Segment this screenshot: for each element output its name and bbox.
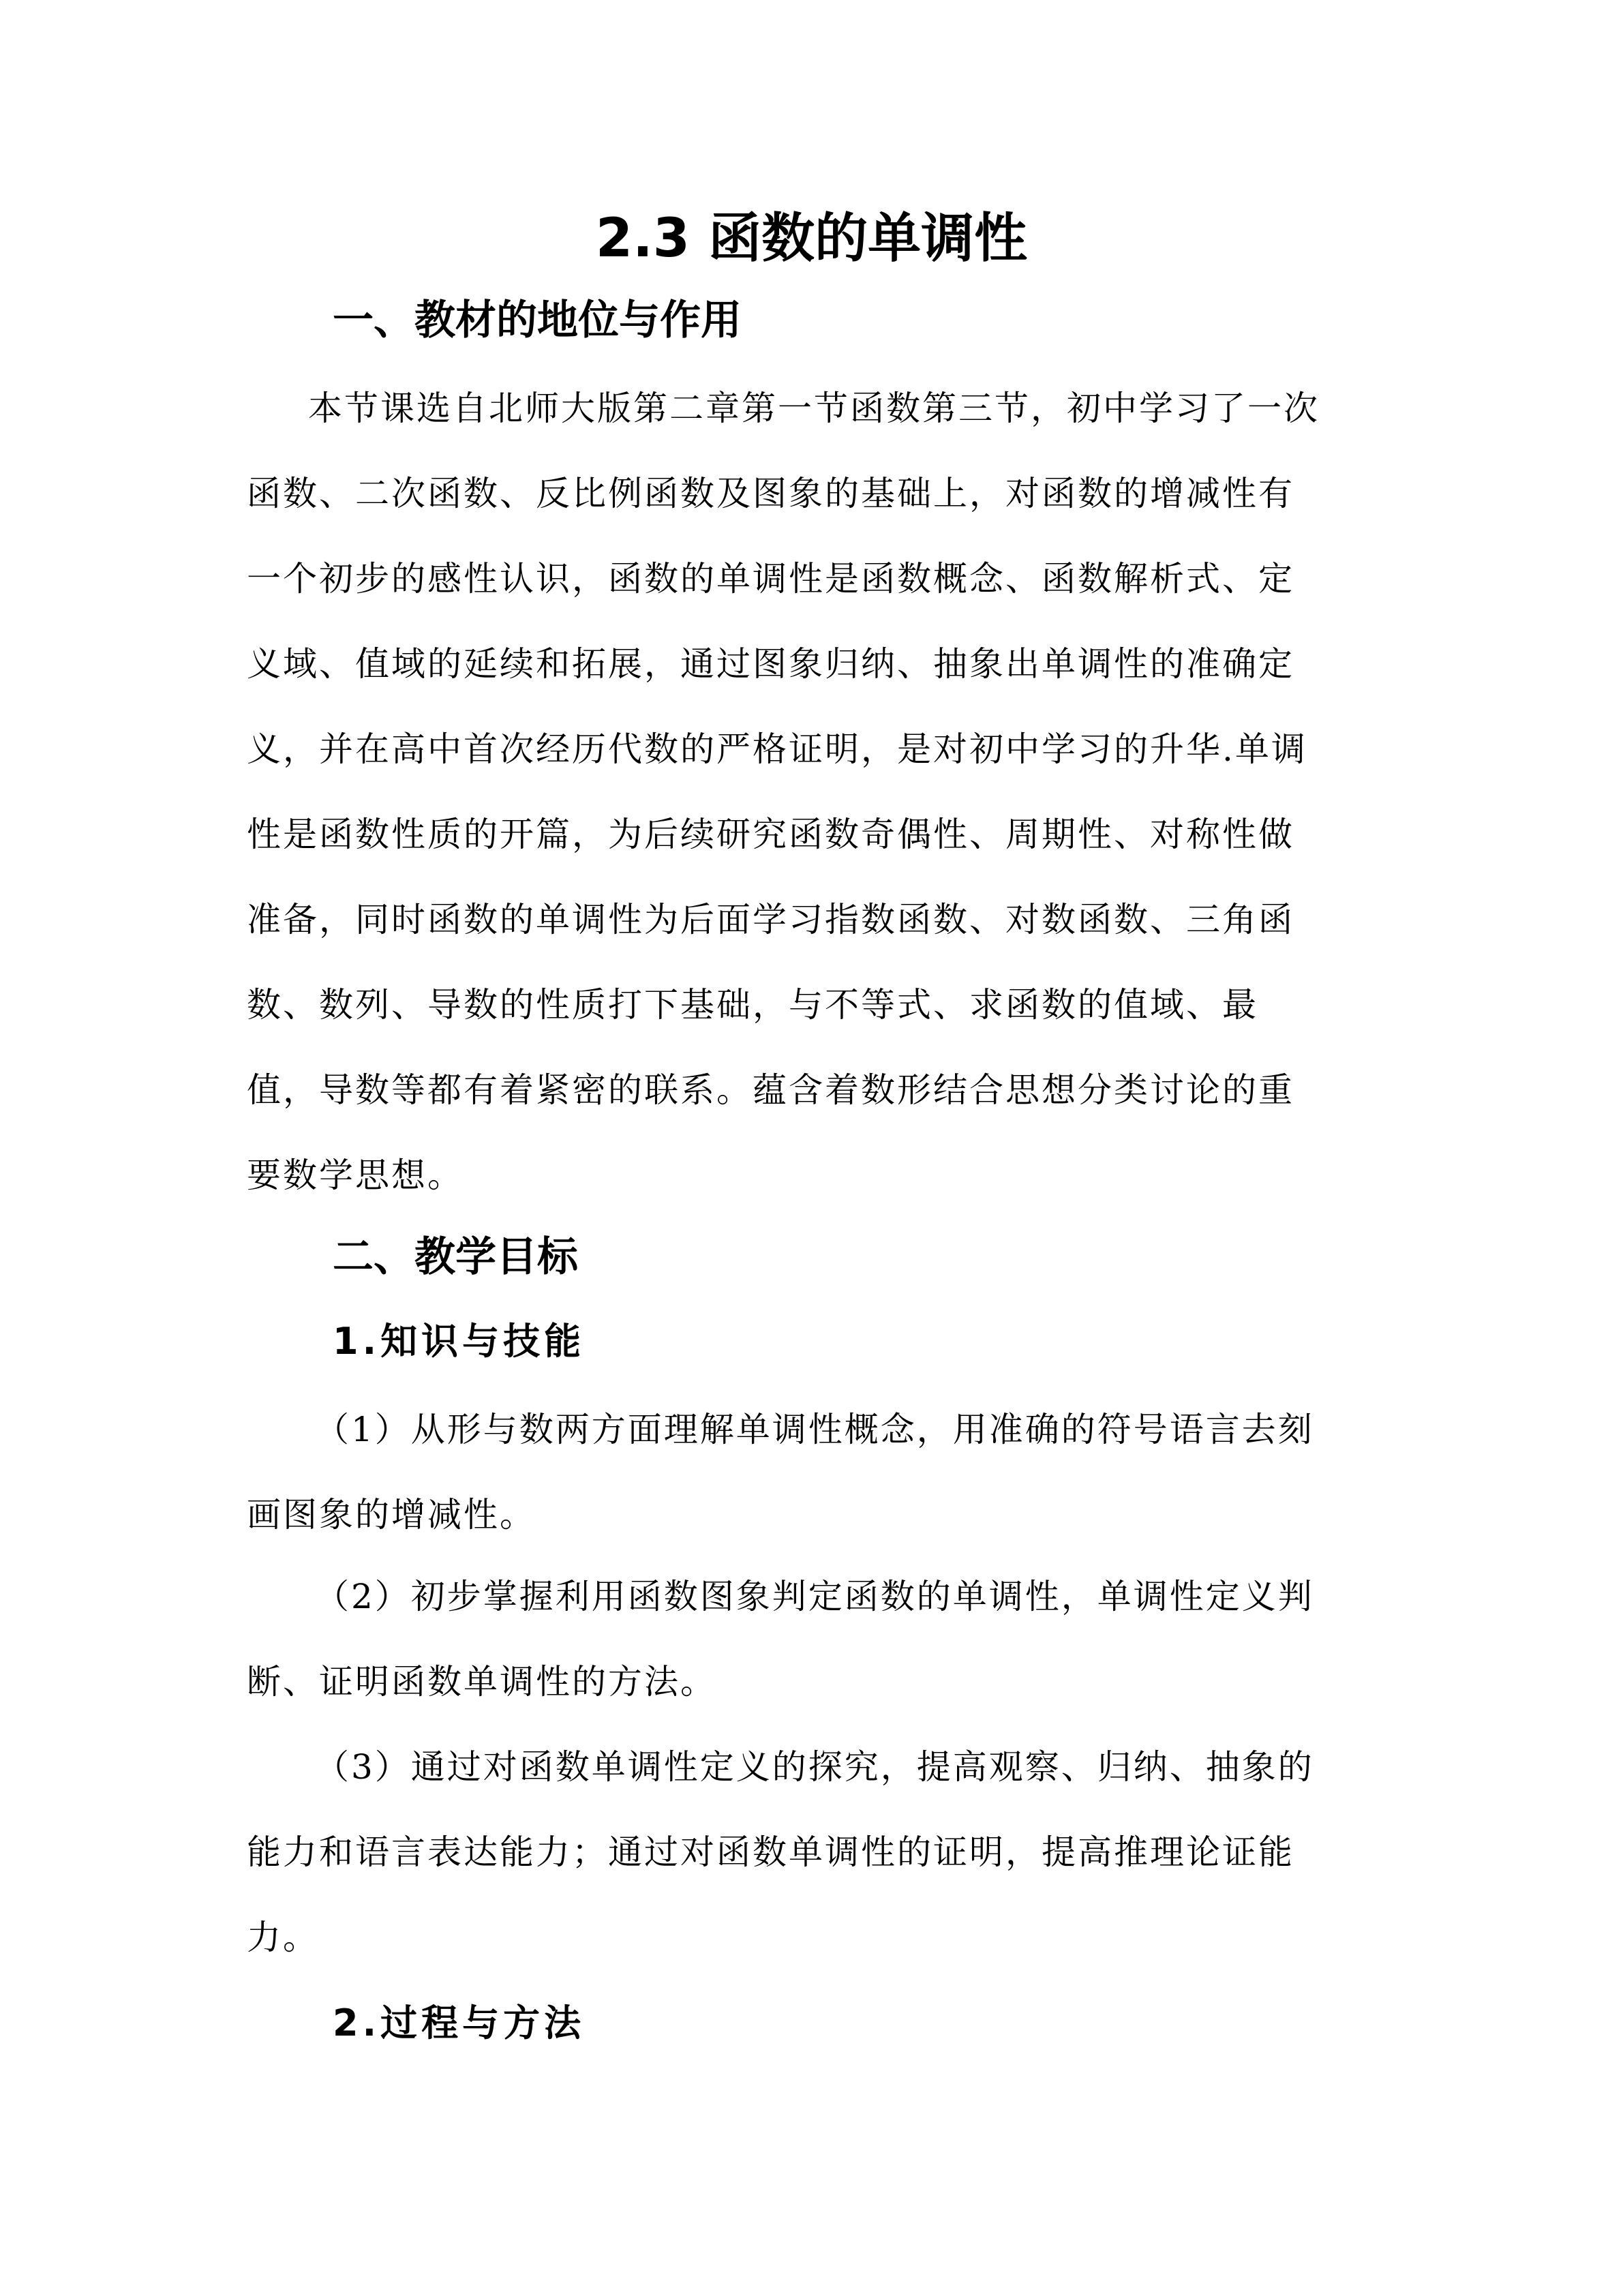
paragraph-line: （1）从形与数两方面理解单调性概念，用准确的符号语言去刻 xyxy=(315,1410,1314,1449)
section-1-paragraph xyxy=(247,366,1365,1218)
paragraph-line: 数、数列、导数的性质打下基础，与不等式、求函数的值域、最 xyxy=(247,985,1258,1025)
page-title: 2.3 函数的单调性 xyxy=(595,208,1028,269)
paragraph-line: （2）初步掌握利用函数图象判定函数的单调性，单调性定义判 xyxy=(315,1577,1314,1616)
paragraph-line: 性是函数性质的开篇，为后续研究函数奇偶性、周期性、对称性做 xyxy=(247,815,1294,854)
paragraph-line: 义，并在高中首次经历代数的严格证明，是对初中学习的升华.单调 xyxy=(247,729,1307,769)
paragraph-line: 能力和语言表达能力；通过对函数单调性的证明，提高推理论证能 xyxy=(247,1832,1294,1872)
paragraph-line: 断、证明函数单调性的方法。 xyxy=(247,1662,716,1702)
paragraph-line: 本节课选自北师大版第二章第一节函数第三节，初中学习了一次 xyxy=(308,389,1320,428)
paragraph-line: 力。 xyxy=(247,1918,319,1957)
subsection-heading-knowledge-skills: 1.知识与技能 xyxy=(333,1320,586,1363)
paragraph-line: 画图象的增减性。 xyxy=(247,1495,536,1535)
section-heading-role-of-textbook: 一、教材的地位与作用 xyxy=(333,297,742,344)
objective-item-2 xyxy=(247,1554,1365,1725)
objective-item-3 xyxy=(247,1725,1365,1980)
section-heading-teaching-objectives: 二、教学目标 xyxy=(333,1233,578,1281)
paragraph-line: 要数学思想。 xyxy=(247,1155,464,1195)
paragraph-line: 函数、二次函数、反比例函数及图象的基础上，对函数的增减性有 xyxy=(247,474,1294,513)
objective-item-1 xyxy=(247,1387,1365,1558)
subsection-heading-process-methods: 2.过程与方法 xyxy=(333,2002,586,2044)
paragraph-line: （3）通过对函数单调性定义的探究，提高观察、归纳、抽象的 xyxy=(315,1747,1314,1787)
paragraph-line: 一个初步的感性认识，函数的单调性是函数概念、函数解析式、定 xyxy=(247,559,1294,599)
paragraph-line: 义域、值域的延续和拓展，通过图象归纳、抽象出单调性的准确定 xyxy=(247,644,1294,684)
paragraph-line: 值，导数等都有着紧密的联系。蕴含着数形结合思想分类讨论的重 xyxy=(247,1070,1294,1110)
paragraph-line: 准备，同时函数的单调性为后面学习指数函数、对数函数、三角函 xyxy=(247,900,1294,939)
